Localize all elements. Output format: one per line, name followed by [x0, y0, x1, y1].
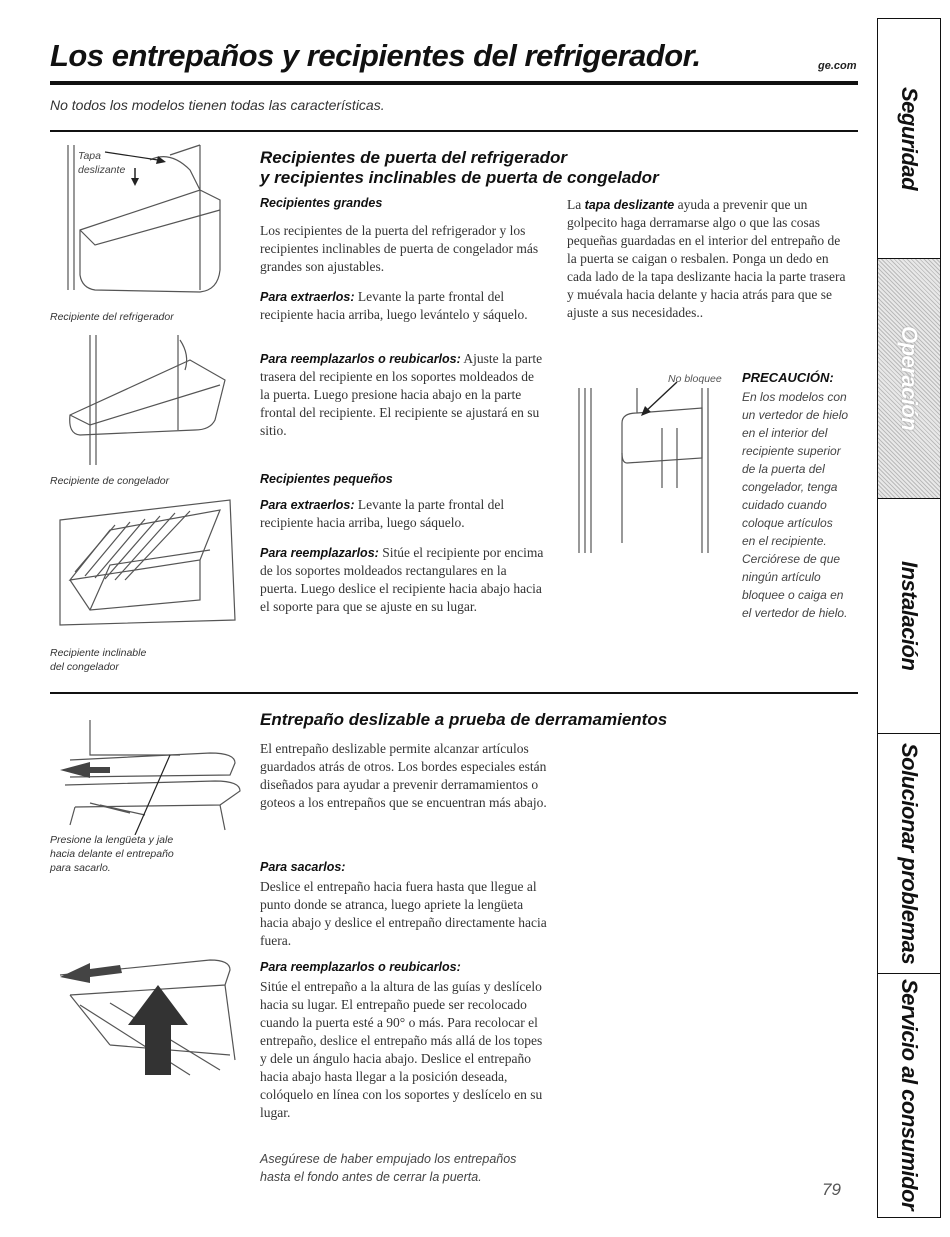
- large-bins-heading: Recipientes grandes: [260, 196, 383, 210]
- tab-solucionar-problemas[interactable]: [878, 734, 940, 974]
- caption-refrigerator-bin: Recipiente del refrigerador: [50, 311, 174, 323]
- remove-label: Para extraerlos:: [260, 290, 355, 304]
- large-bins-replace: [260, 350, 545, 440]
- tab-label: Instalación: [897, 561, 922, 671]
- do-not-block-label: No bloquee: [668, 373, 722, 385]
- shelf-note: Asegúrese de haber empujado los entrepaños hasta el fondo antes de cerrar la puerta.: [260, 1152, 517, 1184]
- replace-shelf-text: Sitúe el entrepaño a la altura de las guías y deslícelo hacia su lugar. El entrepaño puede ser recolocado cuando la puerta esté a 90° o más. Para recolocar el entrepaño, deslice el entrepaño más allá de los topes y dele un ángulo hacia abajo. Deslice el entrepaño hacia abajo hasta llegar a la posición deseada, colóquelo en línea con los soportes y deslícelo en su lugar.: [260, 979, 543, 1120]
- shelf-pull-illustration: [50, 715, 250, 835]
- caution-line: el vertedor de hielo.: [742, 606, 848, 620]
- ice-dispenser-illustration: [567, 368, 737, 558]
- website-label: ge.com: [818, 60, 857, 72]
- deslizante-label: deslizante: [78, 164, 126, 176]
- caution-line: coloque artículos: [742, 516, 833, 530]
- caution-line: ningún artículo: [742, 570, 821, 584]
- page-title: Los entrepaños y recipientes del refrigerador.: [50, 38, 701, 73]
- caution-line: Cerciórese de que: [742, 552, 841, 566]
- caution-text: [742, 388, 857, 622]
- tapa-label: Tapa: [78, 150, 101, 162]
- replace-text: Ajuste la parte trasera del recipiente en los soportes moldeados de la puerta. Luego presione hacia abajo en la parte frontal del recipiente. El recipiente se ajustará en su sitio.: [260, 351, 543, 438]
- caption-tilt-bin-1: Recipiente inclinable: [50, 647, 147, 659]
- section1-heading-line2: y recipientes inclinables de puerta de congelador: [260, 168, 659, 187]
- replace-label: Para reemplazarlos o reubicarlos:: [260, 352, 461, 366]
- tilt-bin-illustration: [50, 490, 250, 640]
- caution-line: cuidado cuando: [742, 498, 827, 512]
- tab-instalacion[interactable]: [878, 499, 940, 734]
- large-bins-intro: Los recipientes de la puerta del refrigerador y los recipientes inclinables de puerta de congelador más grandes son ajustables.: [260, 223, 539, 274]
- caution-line: en el recipiente.: [742, 534, 827, 548]
- remove-shelf-text: Deslice el entrepaño hacia fuera hasta que llegue al punto donde se atranca, luego apriete la lengüeta hacia abajo y deslice el entrepaño directamente hacia fuera.: [260, 879, 547, 948]
- tab-label: Operación: [897, 326, 922, 431]
- sliding-cover-body: ayuda a prevenir que un golpecito haga derramarse algo o que las cosas pequeñas guardadas en el interior del entrepaño de la puerta se caigan o resbalen. Ponga un dedo en cada lado de la tapa deslizante hacia la parte trasera y muévala hacia delante y hacia atrás para que se ajuste a sus necesidades..: [567, 197, 846, 320]
- caution-line: congelador, tenga: [742, 480, 838, 494]
- caution-line: bloquee o caiga en: [742, 588, 844, 602]
- tab-label: Seguridad: [897, 86, 922, 191]
- tab-label: Solucionar problemas: [897, 742, 922, 965]
- sliding-cover-text: [567, 196, 852, 322]
- shelf-intro: El entrepaño deslizable permite alcanzar artículos guardados atrás de otros. Los bordes especiales están diseñados para ayudar a prevenir derramamientos o goteos a los entrepaños que se encuentran más abajo.: [260, 741, 547, 810]
- section-divider-1: [50, 130, 858, 132]
- section1-heading-line1: Recipientes de puerta del refrigerador: [260, 148, 568, 167]
- small-bins-remove: [260, 496, 545, 532]
- small-bins-replace: [260, 544, 545, 616]
- small-replace-label: Para reemplazarlos:: [260, 546, 379, 560]
- shelf-replace-illustration: [50, 945, 250, 1085]
- tab-label: Servicio al consumidor: [897, 979, 922, 1211]
- caution-line: en el interior del: [742, 426, 828, 440]
- replace-shelf-heading: Para reemplazarlos o reubicarlos:: [260, 960, 461, 974]
- caption-tab-1: Presione la lengüeta y jale: [50, 834, 174, 846]
- tab-operacion[interactable]: [878, 259, 940, 499]
- caption-freezer-bin: Recipiente de congelador: [50, 475, 170, 487]
- side-tabs: [877, 18, 941, 1218]
- sliding-cover-pre: La: [567, 197, 585, 212]
- small-bins-heading: Recipientes pequeños: [260, 472, 393, 486]
- remove-shelf-heading: Para sacarlos:: [260, 860, 346, 874]
- large-bins-remove: [260, 288, 545, 324]
- caution-line: recipiente superior: [742, 444, 841, 458]
- caption-tab-3: para sacarlo.: [50, 862, 111, 874]
- sliding-cover-label: tapa deslizante: [584, 198, 675, 212]
- page-number: 79: [822, 1180, 841, 1199]
- remove-text: Levante la parte frontal del recipiente hacia arriba, luego levántelo y sáquelo.: [260, 289, 528, 322]
- section-divider-2: [50, 692, 858, 694]
- caution-line: En los modelos con: [742, 390, 847, 404]
- small-remove-label: Para extraerlos:: [260, 498, 355, 512]
- small-remove-text: Levante la parte frontal del recipiente hacia arriba, luego sáquelo.: [260, 497, 505, 530]
- caption-tab-2: hacia delante el entrepaño: [50, 848, 174, 860]
- page-subtitle: No todos los modelos tienen todas las características.: [50, 97, 385, 113]
- caution-line: de la puerta del: [742, 462, 825, 476]
- freezer-bin-illustration: [50, 330, 250, 470]
- caption-tilt-bin-2: del congelador: [50, 661, 119, 673]
- small-replace-text: Sitúe el recipiente por encima de los soportes moldeados rectangulares en la puerta. Luego deslice el recipiente hacia abajo hacia el soporte para que se ajuste en su lugar.: [260, 545, 544, 614]
- caution-title: PRECAUCIÓN:: [742, 370, 834, 385]
- section2-heading: Entrepaño deslizable a prueba de derramamientos: [260, 710, 668, 729]
- tab-servicio-al-consumidor[interactable]: [878, 974, 940, 1216]
- tab-seguridad[interactable]: [878, 19, 940, 259]
- title-rule: [50, 81, 858, 85]
- caution-line: un vertedor de hielo: [742, 408, 849, 422]
